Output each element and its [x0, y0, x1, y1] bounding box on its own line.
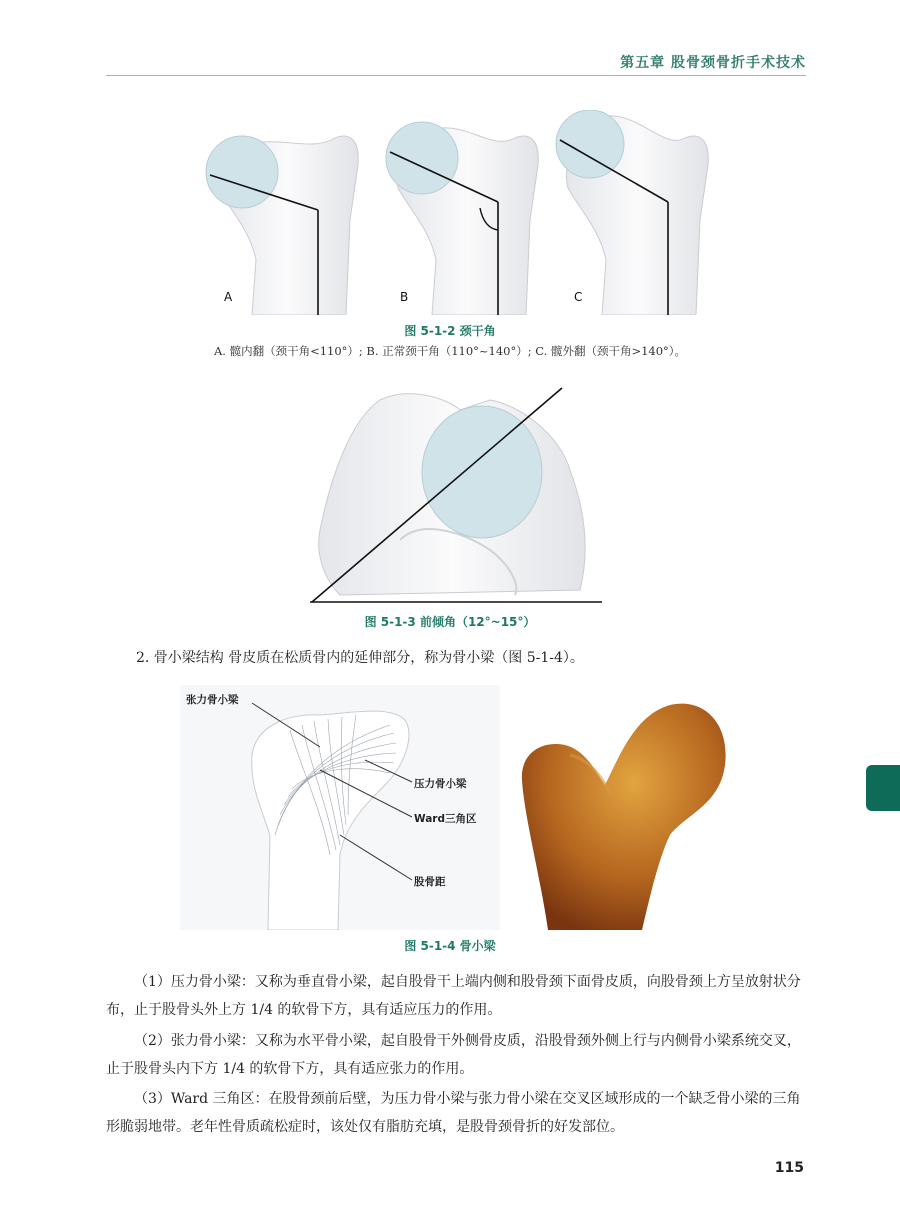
section-intro: 2. 骨小梁结构 骨皮质在松质骨内的延伸部分，称为骨小梁（图 5-1-4）。: [136, 650, 584, 666]
panel-label-b: B: [400, 290, 409, 304]
label-tension-trabeculae: 张力骨小梁: [186, 694, 239, 706]
femur-specimen-photo: [510, 695, 740, 930]
label-compression-trabeculae: 压力骨小梁: [414, 778, 467, 790]
page-number: 115: [774, 1160, 804, 1176]
femur-panel-c: [556, 110, 708, 315]
figure-5-1-2: [200, 110, 720, 315]
paragraph-ward: （3）Ward 三角区：在股骨颈前后壁，为压力骨小梁与张力骨小梁在交叉区域形成的一个缺乏骨小梁的三角形脆弱地带。老年性骨质疏松症时，该处仅有脂肪充填，是股骨颈骨折的好发部位。: [106, 1091, 801, 1135]
figure-5-1-3: [300, 380, 610, 610]
paragraph-tension: （2）张力骨小梁：又称为水平骨小梁，起自股骨干外侧骨皮质，沿股骨颈外侧上行与内侧骨小梁系统交叉，止于股骨头内下方 1/4 的软骨下方，具有适应张力的作用。: [106, 1033, 801, 1077]
running-header: 第五章 股骨颈骨折手术技术: [620, 55, 806, 71]
chapter-side-tab: [866, 765, 900, 811]
label-calcar: 股骨距: [414, 876, 446, 888]
figure-5-1-3-caption: 图 5-1-3 前倾角（12°~15°）: [364, 615, 536, 629]
label-ward-triangle: Ward三角区: [414, 813, 477, 825]
figure-5-1-2-caption: 图 5-1-2 颈干角: [404, 324, 496, 338]
panel-label-a: A: [224, 290, 233, 304]
panel-label-c: C: [574, 290, 583, 304]
paragraph-compression: （1）压力骨小梁：又称为垂直骨小梁，起自股骨干上端内侧和股骨颈下面骨皮质，向股骨颈上方呈放射状分布，止于股骨头外上方 1/4 的软骨下方，具有适应压力的作用。: [106, 974, 801, 1018]
header-rule: [106, 75, 806, 76]
figure-5-1-4-caption: 图 5-1-4 骨小梁: [404, 939, 496, 953]
femur-panel-a: [206, 136, 358, 315]
figure-5-1-4-diagram: [180, 685, 500, 930]
figure-5-1-2-subcaption: A. 髋内翻（颈干角<110°）; B. 正常颈干角（110°~140°）; C. 髋外翻（颈干角>140°）。: [213, 344, 687, 358]
femur-panel-b: [386, 122, 538, 315]
